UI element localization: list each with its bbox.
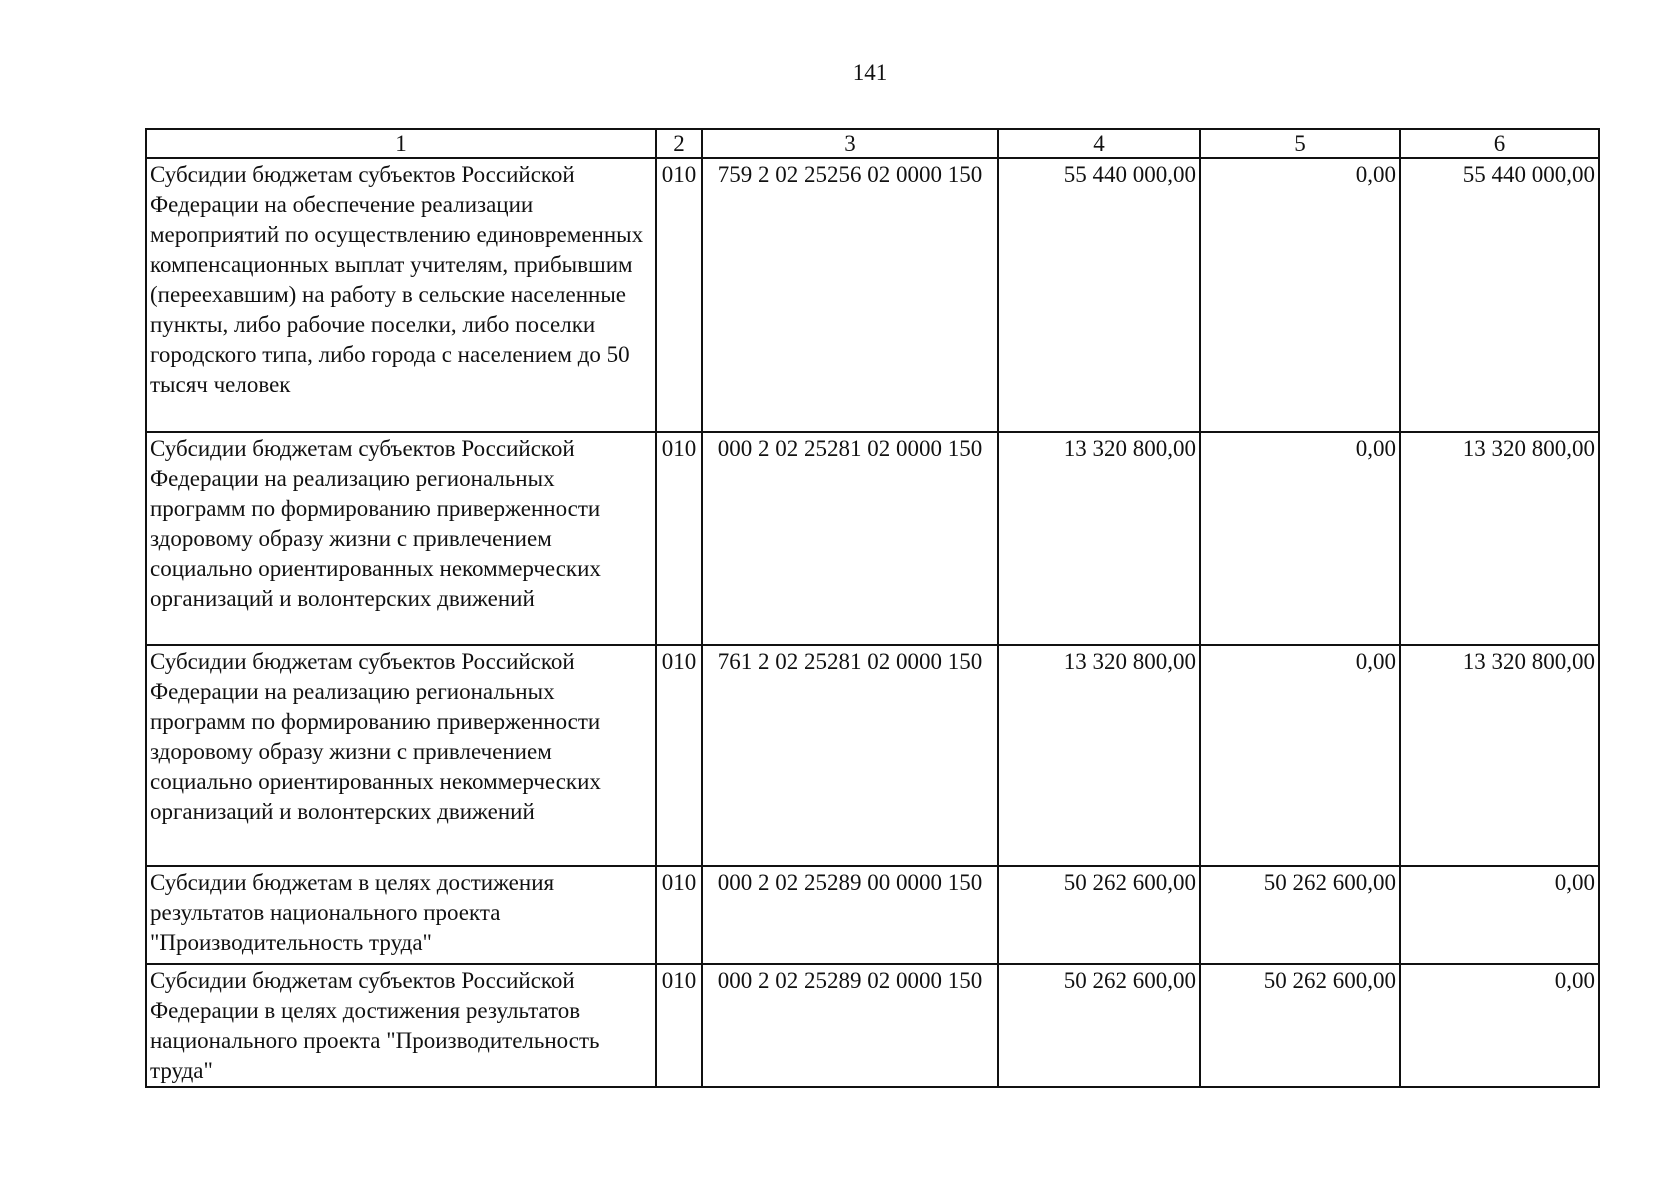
row-col4-amount: 50 262 600,00 bbox=[998, 964, 1200, 1087]
row-col6-amount: 13 320 800,00 bbox=[1400, 432, 1599, 645]
row-section: 010 bbox=[656, 645, 702, 866]
row-name: Субсидии бюджетам субъектов Российской Федерации на реализацию региональных программ по формированию приверженности здоровому образу жизни с привлечением социально ориентированных некоммерческих организаций и волонтерских движений bbox=[146, 645, 656, 866]
row-col6-amount: 0,00 bbox=[1400, 866, 1599, 964]
header-col-1: 1 bbox=[146, 129, 656, 158]
row-code: 000 2 02 25289 00 0000 150 bbox=[702, 866, 998, 964]
row-name: Субсидии бюджетам в целях достижения результатов национального проекта "Производительность труда" bbox=[146, 866, 656, 964]
header-row bbox=[146, 129, 1599, 158]
header-col-6: 6 bbox=[1400, 129, 1599, 158]
row-col4-amount: 13 320 800,00 bbox=[998, 432, 1200, 645]
row-col4-amount: 50 262 600,00 bbox=[998, 866, 1200, 964]
row-col5-amount: 0,00 bbox=[1200, 645, 1400, 866]
row-code: 000 2 02 25289 02 0000 150 bbox=[702, 964, 998, 1087]
budget-table bbox=[145, 128, 1600, 1088]
header-col-5: 5 bbox=[1200, 129, 1400, 158]
row-col5-amount: 0,00 bbox=[1200, 432, 1400, 645]
row-col5-amount: 0,00 bbox=[1200, 158, 1400, 432]
table-row bbox=[146, 158, 1599, 432]
row-col6-amount: 0,00 bbox=[1400, 964, 1599, 1087]
header-col-2: 2 bbox=[656, 129, 702, 158]
row-code: 000 2 02 25281 02 0000 150 bbox=[702, 432, 998, 645]
row-name: Субсидии бюджетам субъектов Российской Федерации на реализацию региональных программ по формированию приверженности здоровому образу жизни с привлечением социально ориентированных некоммерческих организаций и волонтерских движений bbox=[146, 432, 656, 645]
row-section: 010 bbox=[656, 866, 702, 964]
row-section: 010 bbox=[656, 964, 702, 1087]
row-col5-amount: 50 262 600,00 bbox=[1200, 866, 1400, 964]
table-row bbox=[146, 432, 1599, 645]
row-col4-amount: 55 440 000,00 bbox=[998, 158, 1200, 432]
row-col4-amount: 13 320 800,00 bbox=[998, 645, 1200, 866]
row-col6-amount: 55 440 000,00 bbox=[1400, 158, 1599, 432]
table-row bbox=[146, 645, 1599, 866]
row-name: Субсидии бюджетам субъектов Российской Федерации на обеспечение реализации мероприятий по осуществлению единовременных компенсационных выплат учителям, прибывшим (переехавшим) на работу в сельские населенные пункты, либо рабочие поселки, либо поселки городского типа, либо города с населением до 50 тысяч человек bbox=[146, 158, 656, 432]
row-code: 761 2 02 25281 02 0000 150 bbox=[702, 645, 998, 866]
row-section: 010 bbox=[656, 432, 702, 645]
page-number: 141 bbox=[852, 60, 888, 85]
table-row bbox=[146, 964, 1599, 1087]
row-code: 759 2 02 25256 02 0000 150 bbox=[702, 158, 998, 432]
row-col5-amount: 50 262 600,00 bbox=[1200, 964, 1400, 1087]
header-col-4: 4 bbox=[998, 129, 1200, 158]
table-row bbox=[146, 866, 1599, 964]
header-col-3: 3 bbox=[702, 129, 998, 158]
row-name: Субсидии бюджетам субъектов Российской Федерации в целях достижения результатов национального проекта "Производительность труда" bbox=[146, 964, 656, 1087]
row-section: 010 bbox=[656, 158, 702, 432]
row-col6-amount: 13 320 800,00 bbox=[1400, 645, 1599, 866]
